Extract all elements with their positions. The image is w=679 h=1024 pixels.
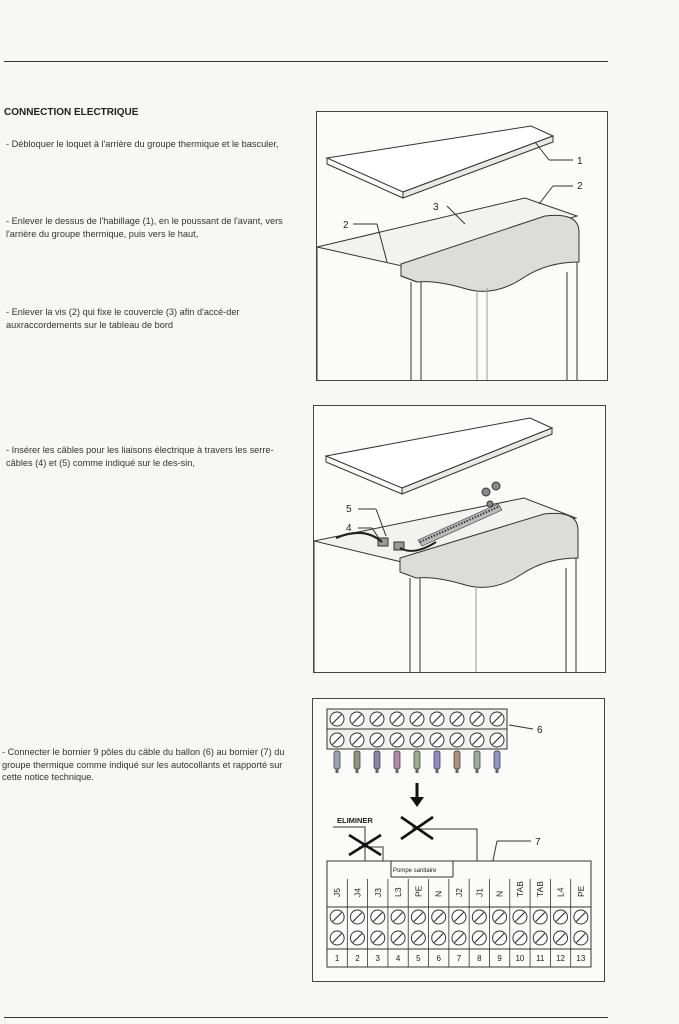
terminal-screw-top	[330, 910, 344, 924]
terminal-label: PE	[413, 885, 424, 897]
connector-wire	[454, 751, 460, 773]
connector-screw-top	[410, 712, 424, 726]
terminal-screw-bottom	[493, 931, 507, 945]
terminal-screw-top	[574, 910, 588, 924]
terminal-screw-top	[493, 910, 507, 924]
terminal-number: 8	[477, 954, 482, 963]
terminal-label: J4	[352, 888, 363, 897]
terminal-number: 9	[497, 954, 502, 963]
callout-1: 1	[577, 156, 583, 167]
terminal-screw-bottom	[472, 931, 486, 945]
connector-screw-bottom	[490, 733, 504, 747]
group-label-pompe-sanitaire: Pompe sanitaire	[393, 868, 437, 874]
terminal-label: PE	[575, 885, 586, 897]
connector-screw-top	[490, 712, 504, 726]
callout-6: 6	[537, 725, 543, 736]
callout-5: 5	[346, 504, 352, 515]
terminal-label: N	[494, 890, 505, 897]
connector-screw-bottom	[330, 733, 344, 747]
eliminate-label: ELIMINER	[337, 816, 373, 825]
figure-remove-cover-drawing	[317, 112, 607, 380]
figure-wiring-diagram-drawing	[313, 699, 604, 981]
terminal-label: J1	[474, 888, 485, 897]
connector-wire	[394, 751, 400, 773]
terminal-number: 12	[556, 954, 565, 963]
terminal-number: 5	[416, 954, 421, 963]
terminal-screw-bottom	[452, 931, 466, 945]
terminal-screw-top	[554, 910, 568, 924]
terminal-number: 4	[395, 954, 401, 963]
terminal-screw-bottom	[574, 931, 588, 945]
terminal-screw-top	[371, 910, 385, 924]
connector-wire	[374, 751, 380, 773]
terminal-screw-bottom	[391, 931, 405, 945]
terminal-label: J5	[332, 888, 343, 897]
terminal-screw-top	[432, 910, 446, 924]
figure-remove-cover	[316, 111, 608, 381]
terminal-screw-bottom	[533, 931, 547, 945]
connector-screw-top	[430, 712, 444, 726]
connector-screw-top	[450, 712, 464, 726]
connector-screw-bottom	[430, 733, 444, 747]
terminal-screw-top	[513, 910, 527, 924]
terminal-number: 1	[334, 954, 340, 963]
terminal-label: L4	[555, 887, 566, 897]
figure-cable-glands-drawing	[314, 406, 605, 672]
connector-screw-top	[330, 712, 344, 726]
callout-2-left: 2	[343, 220, 349, 231]
step-4-text: - Insérer les câbles pour les liaisons électrique à travers les serre-câbles (4) et (5) comme indiqué sur le des-sin,	[6, 445, 274, 468]
terminal-screw-bottom	[411, 931, 425, 945]
terminal-label: J3	[372, 888, 383, 897]
callout-4: 4	[346, 523, 352, 534]
terminal-screw-top	[411, 910, 425, 924]
terminal-number: 2	[355, 954, 360, 963]
callout-3: 3	[433, 202, 439, 213]
step-1-text: - Débloquer le loquet à l'arrière du groupe thermique et le basculer,	[6, 139, 279, 149]
terminal-number: 11	[536, 954, 545, 963]
terminal-screw-bottom	[432, 931, 446, 945]
terminal-label: N	[433, 890, 444, 897]
terminal-number: 13	[576, 954, 586, 963]
terminal-number: 3	[375, 954, 380, 963]
terminal-label: J2	[454, 888, 464, 897]
terminal-screw-top	[391, 910, 405, 924]
section-title: CONNECTION ELECTRIQUE	[4, 107, 139, 118]
step-3-text: - Enlever la vis (2) qui fixe le couvercle (3) afin d'accé-der auxraccordements sur le tableau de bord	[6, 307, 240, 330]
terminal-screw-bottom	[330, 931, 344, 945]
terminal-number: 6	[436, 954, 441, 963]
terminal-screw-bottom	[513, 931, 527, 945]
connector-screw-bottom	[470, 733, 484, 747]
step-2-text: - Enlever le dessus de l'habillage (1), en le poussant de l'avant, vers l'arrière du groupe thermique, puis vers le haut,	[6, 216, 283, 239]
figure-wiring-diagram	[312, 698, 605, 982]
connector-screw-top	[350, 712, 364, 726]
terminal-label: TAB	[514, 881, 525, 897]
connector-screw-top	[470, 712, 484, 726]
terminal-screw-bottom	[554, 931, 568, 945]
connector-wire	[354, 751, 360, 773]
connector-screw-bottom	[410, 733, 424, 747]
connector-wire	[334, 751, 340, 773]
down-arrow-icon	[410, 783, 424, 807]
terminal-screw-top	[533, 910, 547, 924]
connector-screw-top	[390, 712, 404, 726]
terminal-screw-top	[452, 910, 466, 924]
terminal-screw-bottom	[350, 931, 364, 945]
terminal-screw-top	[350, 910, 364, 924]
terminal-screw-top	[472, 910, 486, 924]
top-rule	[4, 61, 608, 62]
step-5-text: - Connecter le bornier 9 pôles du câble du ballon (6) au bornier (7) du groupe thermique comme indiqué sur les autocollants et rapporté sur cette notice technique.	[2, 747, 285, 782]
connector-screw-top	[370, 712, 384, 726]
connector-screw-bottom	[370, 733, 384, 747]
terminal-label: L3	[393, 887, 404, 897]
bottom-rule	[4, 1017, 608, 1018]
connector-wire	[494, 751, 500, 773]
connector-screw-bottom	[350, 733, 364, 747]
callout-7: 7	[535, 837, 541, 848]
connector-screw-bottom	[450, 733, 464, 747]
connector-wire	[474, 751, 480, 773]
figure-cable-glands	[313, 405, 606, 673]
terminal-number: 7	[456, 954, 462, 963]
connector-screw-bottom	[390, 733, 404, 747]
terminal-number: 10	[515, 954, 525, 963]
connector-wire	[434, 751, 440, 773]
callout-2-right: 2	[577, 181, 583, 192]
terminal-screw-bottom	[371, 931, 385, 945]
connector-wire	[414, 751, 420, 773]
terminal-label: TAB	[535, 881, 546, 897]
